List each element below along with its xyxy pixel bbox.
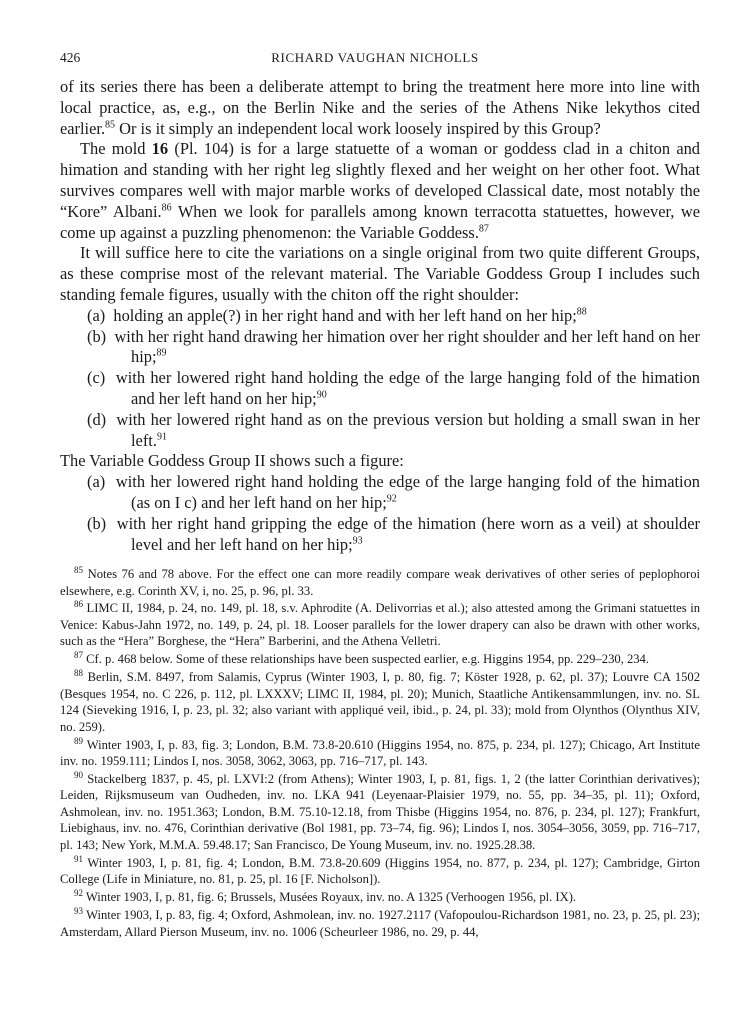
footnote-ref[interactable]: 91 (156, 431, 167, 443)
footnote: $^{91}$ Winter 1903, I, p. 81, fig. 4; London, B.M. 73.8-20.609 (Higgins 1954, no. 877, p. 234, pl. 127); Cambridge, Girton College (Life in Miniature, no. 81, p. 25, pl. 16 [F. Nicholson]). (60, 853, 700, 887)
footnote: $^{85}$ Notes 76 and 78 above. For the effect one can more readily compare weak derivatives of other series of peplophoroi elsewhere, e.g. Corinth XV, i, no. 25, p. 96, pl. 33. (60, 564, 700, 598)
paragraph-4: The Variable Goddess Group II shows such a figure: (60, 451, 404, 471)
footnote: $^{89}$ Winter 1903, I, p. 83, fig. 3; London, B.M. 73.8-20.610 (Higgins 1954, no. 875, p. 234, pl. 127); Chicago, Art Institute inv. no. 1959.111; Lindos I, nos. 3058, 3062, 3063, pp. 716–717, pl. 143. (60, 735, 700, 769)
page-number: 426 (60, 50, 81, 65)
list-item: (b) with her right hand gripping the edge of the himation (here worn as a veil) at shoulder level and her left hand on her hip;$^{93}$ (87, 513, 700, 554)
footnote-number: 89 (74, 735, 83, 746)
footnote-ref[interactable]: 89 (156, 347, 167, 359)
footnote-ref[interactable]: 88 (576, 306, 587, 318)
list-item: (a) holding an apple(?) in her right hand and with her left hand on her hip;$^{88}$ (87, 305, 587, 325)
footnote-ref[interactable]: 93 (352, 535, 363, 547)
list-item: (c) with her lowered right hand holding the edge of the large hanging fold of the himation and her left hand on her hip;$^{90}$ (87, 368, 700, 408)
footnote: $^{86}$ LIMC II, 1984, p. 24, no. 149, pl. 18, s.v. Aphrodite (A. Delivorrias et al.); also attested among the Grimani statuettes in Venice: Kabus-Jahn 1972, no. 149, p. 24, pl. 18. Looser parallels for the lower drapery can also be drawn with other works, such as the “Hera” Borghese, the “Hera” Barberini, and the Athena Velletri. (60, 599, 700, 649)
footnote: $^{92}$ Winter 1903, I, p. 81, fig. 6; Brussels, Musées Royaux, inv. no. A 1325 (Verhoogen 1956, pl. IX). (74, 888, 577, 905)
list-item: (d) with her lowered right hand as on the previous version but holding a small swan in her left.$^{91}$ (87, 409, 700, 450)
body-text (60, 77, 700, 555)
footnote-number: 85 (74, 564, 83, 575)
footnote-number: 92 (74, 888, 83, 899)
footnote: $^{90}$ Stackelberg 1837, p. 45, pl. LXVI:2 (from Athens); Winter 1903, I, p. 81, figs. 1, 2 (the latter Corinthian derivatives); Leiden, Rijksmuseum van Oudheden, inv. no. LKA 941 (Leyenaar-Plaisier 1979, no. 55, pp. 34–35, pl. 11); Oxford, Ashmolean, inv. no. 1951.363; London, B.M. 75.10-12.18, from Thisbe (Higgins 1954, no. 876, p. 234, pl. 127); Frankfurt, Liebighaus, inv. no. 476, Corinthian derivative (Bol 1981, pp. 73–74, fig. 96); Lindos I, nos. 3054–3056, 3059, pp. 716–717, pl. 143; New York, M.M.A. 59.48.17; San Francisco, De Young Museum, inv. no. 1925.28.38. (60, 769, 700, 852)
group-2-list (60, 472, 700, 555)
mold-number: 16 (151, 139, 169, 159)
footnote-ref[interactable]: 87 (478, 223, 489, 235)
footnote: $^{88}$ Berlin, S.M. 8497, from Salamis, Cyprus (Winter 1903, I, p. 80, fig. 7; Köster 1928, p. 62, pl. 37); Louvre CA 1502 (Besques 1954, no. C 226, p. 112, pl. LXXXV; LIMC II, 1984, pl. 20); Munich, Staatliche Antikensammlungen, inv. no. SL 124 (Sieveking 1916, I, p. 23, pl. 32; also variant with appliqué veil, ibid., p. 24, pl. 33); mold from Olynthos (Olynthus XIV, no. 259). (60, 667, 701, 734)
footnote-number: 91 (74, 853, 83, 864)
footnote-number: 87 (74, 650, 83, 661)
paragraph-2: The mold 16 (Pl. 104) is for a large statuette of a woman or goddess clad in a chiton and himation and standing with her right leg slightly flexed and her weight on her other foot. What survives compares well with major marble works of developed Classical date, most notably the “Kore” Albani.$^{86}$ When we look for parallels among known terracotta statuettes, however, we come up against a puzzling phenomenon: the Variable Goddess.$^{87}$ (60, 139, 700, 242)
paragraph-1: of its series there has been a deliberate attempt to bring the treatment here more into line with local practice, as, e.g., on the Berlin Nike and the series of the Athens Nike lekythos cited earlier.$^{85}$ Or is it simply an independent local work loosely inspired by this Group? (60, 77, 700, 138)
list-item: (b) with her right hand drawing her himation over her right shoulder and her left hand on her hip;$^{89}$ (87, 326, 700, 367)
footnote-number: 88 (74, 667, 83, 678)
footnote-ref[interactable]: 86 (161, 202, 172, 214)
group-1-list (60, 306, 700, 452)
footnotes (60, 566, 700, 942)
footnote-number: 90 (74, 769, 83, 780)
list-item: (a) with her lowered right hand holding the edge of the large hanging fold of the himation (as on I c) and her left hand on her hip;$^{92}$ (87, 472, 700, 512)
footnote-ref[interactable]: 92 (386, 493, 397, 505)
footnote-number: 86 (74, 599, 83, 610)
running-head: RICHARD VAUGHAN NICHOLLS (271, 50, 479, 65)
footnote-number: 93 (74, 905, 83, 916)
footnote-ref[interactable]: 85 (105, 119, 116, 131)
footnote: $^{87}$ Cf. p. 468 below. Some of these relationships have been suspected earlier, e.g. Higgins 1954, pp. 229–230, 234. (74, 650, 649, 667)
paragraph-3: It will suffice here to cite the variations on a single original from two quite different Groups, as these comprise most of the relevant material. The Variable Goddess Group I includes such standing female figures, usually with the chiton off the right shoulder: (60, 243, 700, 304)
footnote: $^{93}$ Winter 1903, I, p. 83, fig. 4; Oxford, Ashmolean, inv. no. 1927.2117 (Vafopoulou-Richardson 1981, no. 23, p. 25, pl. 23); Amsterdam, Allard Pierson Museum, inv. no. 1006 (Scheurleer 1986, no. 29, p. 44, (60, 905, 701, 939)
footnote-ref[interactable]: 90 (316, 389, 327, 401)
